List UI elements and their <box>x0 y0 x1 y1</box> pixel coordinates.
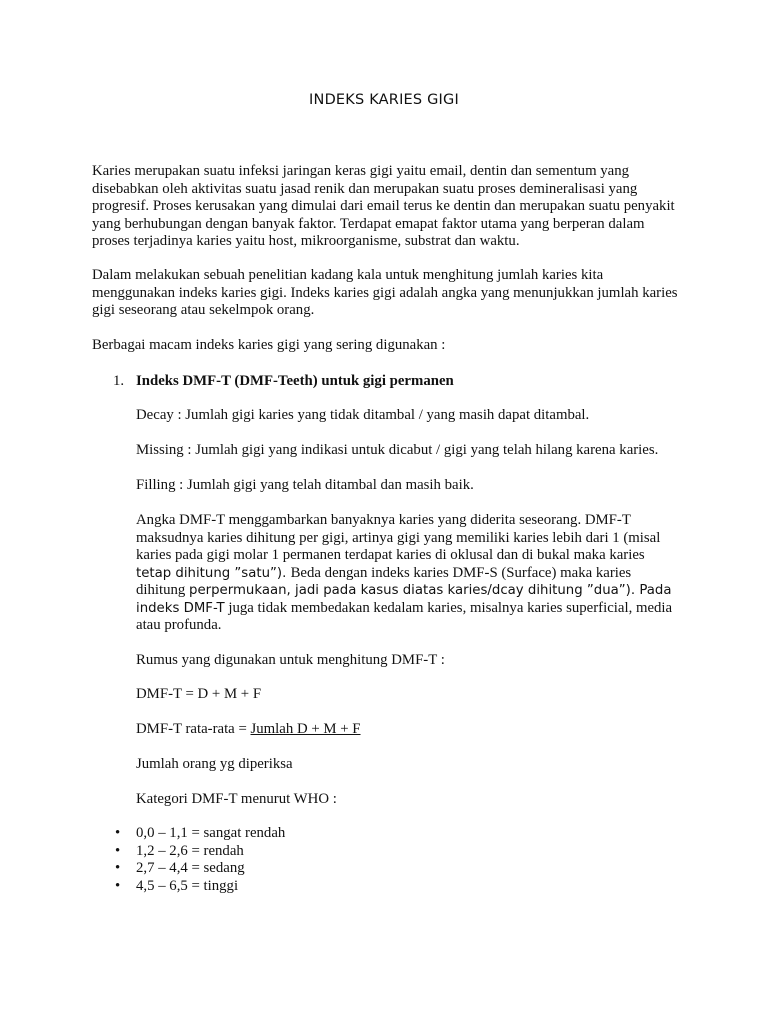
paragraph-penelitian: Dalam melakukan sebuah penelitian kadang kala untuk menghitung jumlah karies kita menggunakan indeks karies gigi. Indeks karies gigi adalah angka yang menunjukkan jumlah karies gigi seseorang atau sekelmpok orang. <box>92 267 678 318</box>
paragraph-karies-definition: Karies merupakan suatu infeksi jaringan keras gigi yaitu email, dentin dan sementum yang disebabkan oleh aktivitas suatu jasad renik dan merupakan suatu proses demineralisasi yang progresif. Proses kerusakan yang dimulai dari email terus ke dentin dan merupakan suatu penyakit yang berhubungan dengan banyak faktor. Terdapat emapat faktor utama yang berperan dalam proses terjadinya karies yaitu host, mikroorganisme, substrat dan waktu. <box>92 163 675 249</box>
rumus-label: Rumus yang digunakan untuk menghitung DMF-T : <box>136 652 445 668</box>
angka-text-1: Angka DMF-T menggambarkan banyaknya karies yang diderita seseorang. DMF-T maksudnya karies dihitung per gigi, artinya gigi yang memiliki karies lebih dari 1 (misal karies pada gigi molar 1 permanen terdapat karies di oklusal dan di bukal maka karies <box>136 512 661 563</box>
angka-text-3: Beda dengan indeks karies DMF-S (Surface) maka karies dihitung <box>136 564 632 598</box>
formula-dmf-t: DMF-T = D + M + F <box>136 686 262 702</box>
kategori-text: 1,2 – 2,6 = rendah <box>136 842 244 859</box>
decay-definition: Decay : Jumlah gigi karies yang tidak ditambal / yang masih dapat ditambal. <box>136 407 590 423</box>
angka-text-4: perpermukaan, jadi pada kasus diatas karies/dcay dihitung ”dua”). Pada indeks DMF-T <box>136 583 672 616</box>
kategori-text: 4,5 – 6,5 = tinggi <box>136 877 239 894</box>
bullet-icon: • <box>115 842 121 859</box>
bullet-icon: • <box>115 877 121 894</box>
bullet-icon: • <box>115 825 121 841</box>
kategori-text: 2,7 – 4,4 = sedang <box>136 860 245 876</box>
document-title: INDEKS KARIES GIGI <box>309 92 459 108</box>
kategori-item <box>113 825 285 843</box>
filling-definition: Filling : Jumlah gigi yang telah ditambal dan masih baik. <box>136 477 474 493</box>
angka-text-5: juga tidak membedakan kedalam karies, misalnya karies superficial, media atau profunda. <box>136 599 673 633</box>
bullet-icon: • <box>115 860 121 876</box>
paragraph-macam-indeks: Berbagai macam indeks karies gigi yang sering digunakan : <box>92 337 446 353</box>
paragraph-angka-dmf-t <box>136 512 676 635</box>
list-heading: Indeks DMF-T (DMF-Teeth) untuk gigi permanen <box>136 373 454 389</box>
formula-dmf-t-average <box>136 721 676 739</box>
list-number: 1. <box>113 373 125 389</box>
kategori-item <box>113 878 285 896</box>
kategori-title: Kategori DMF-T menurut WHO : <box>136 791 337 807</box>
angka-text-2: tetap dihitung ”satu”). <box>136 565 291 581</box>
kategori-list <box>113 825 285 895</box>
missing-definition: Missing : Jumlah gigi yang indikasi untuk dicabut / gigi yang telah hilang karena karies. <box>136 442 659 458</box>
formula-average-prefix: DMF-T rata-rata = <box>136 721 251 737</box>
kategori-item <box>113 843 285 861</box>
kategori-item <box>113 860 285 878</box>
formula-average-numerator: Jumlah D + M + F <box>250 721 361 737</box>
kategori-text: 0,0 – 1,1 = sangat rendah <box>136 825 286 841</box>
formula-average-denominator: Jumlah orang yg diperiksa <box>136 756 293 772</box>
